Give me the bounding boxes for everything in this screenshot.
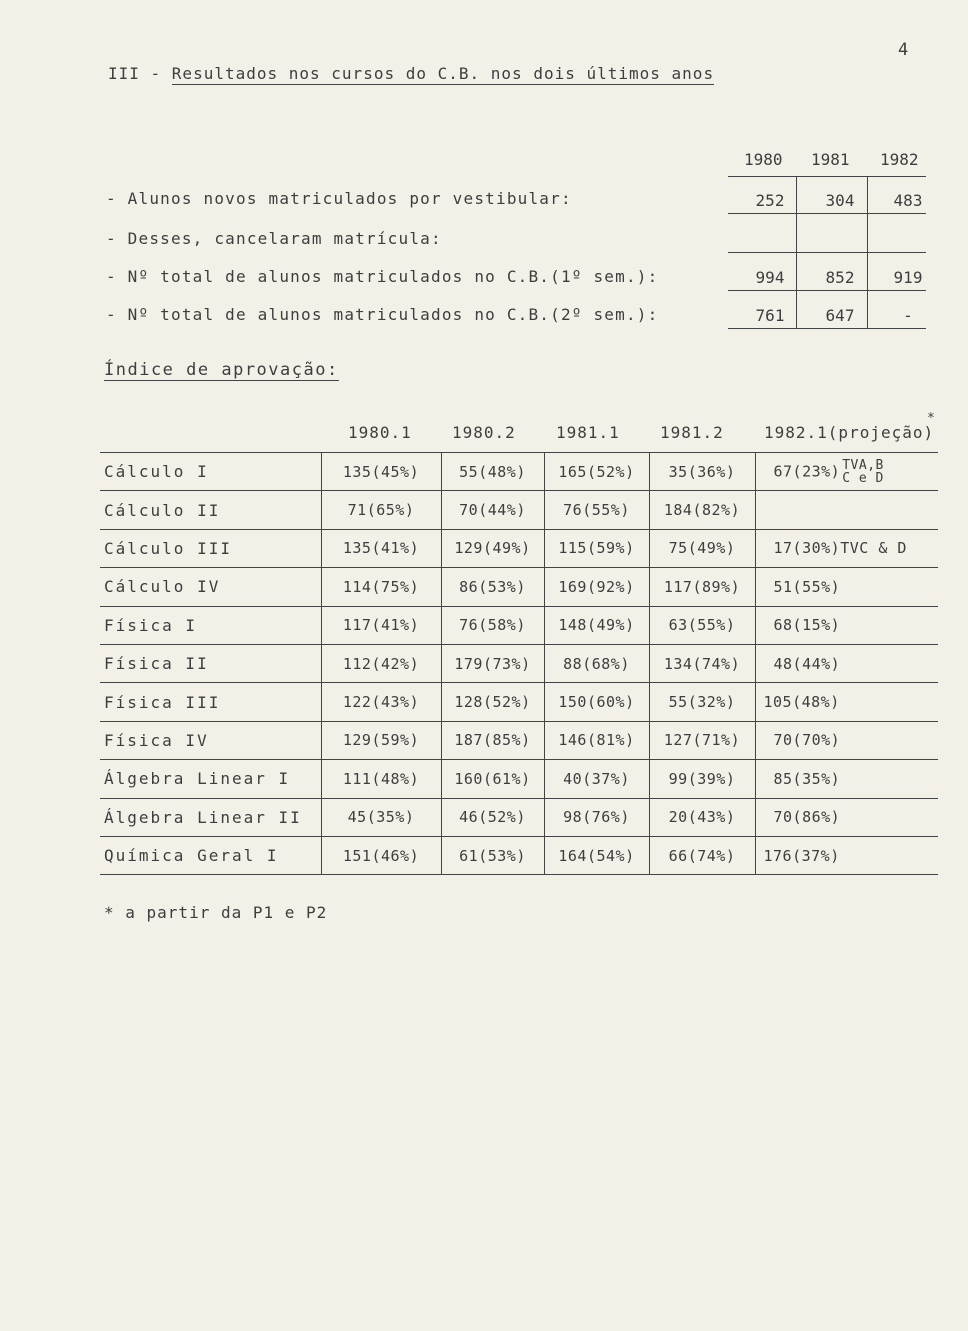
- enroll-row-label: - Nº total de alunos matriculados no C.B.(2º sem.):: [106, 305, 659, 324]
- subject-cell: Química Geral I: [100, 836, 321, 874]
- value-cell: 70(44%): [441, 491, 544, 529]
- projection-cell: 68(15%): [755, 606, 938, 644]
- value-cell: 45(35%): [321, 798, 441, 836]
- value-cell: 46(52%): [441, 798, 544, 836]
- projection-cell: 70(70%): [755, 721, 938, 759]
- value-cell: 151(46%): [321, 836, 441, 874]
- enroll-row-label: - Alunos novos matriculados por vestibular:: [106, 189, 572, 208]
- value-cell: 71(65%): [321, 491, 441, 529]
- subject-cell: Física IV: [100, 721, 321, 759]
- value-cell: 129(59%): [321, 721, 441, 759]
- page-number: 4: [898, 40, 909, 60]
- projection-cell: 67(23%) TVA,B C e D: [755, 453, 938, 491]
- value-cell: 75(49%): [649, 529, 755, 567]
- section-heading: [108, 64, 714, 83]
- projection-cell: 85(35%): [755, 760, 938, 798]
- projection-cell: 105(48%): [755, 683, 938, 721]
- value-cell: 20(43%): [649, 798, 755, 836]
- table-row: [100, 683, 938, 721]
- enroll-cell: 852: [825, 268, 855, 287]
- table-row: [100, 836, 938, 874]
- table-row: [100, 529, 938, 567]
- col-header: 1982.1(projeção): [764, 423, 935, 442]
- approval-table: [100, 452, 938, 875]
- projection-cell: 176(37%): [755, 836, 938, 874]
- value-cell: 164(54%): [544, 836, 649, 874]
- value-cell: 112(42%): [321, 644, 441, 682]
- value-cell: 127(71%): [649, 721, 755, 759]
- projection-cell: [755, 491, 938, 529]
- value-cell: 160(61%): [441, 760, 544, 798]
- enroll-cell: 919: [893, 268, 923, 287]
- subject-cell: Álgebra Linear II: [100, 798, 321, 836]
- value-cell: 115(59%): [544, 529, 649, 567]
- turma-note: TVC & D: [840, 539, 907, 558]
- value-cell: 129(49%): [441, 529, 544, 567]
- value-cell: 165(52%): [544, 453, 649, 491]
- enroll-cell: 647: [825, 306, 855, 325]
- subject-cell: Cálculo IV: [100, 568, 321, 606]
- enroll-cell: 761: [755, 306, 785, 325]
- projection-cell: 51(55%): [755, 568, 938, 606]
- enroll-row-label: - Desses, cancelaram matrícula:: [106, 229, 442, 248]
- value-cell: 169(92%): [544, 568, 649, 606]
- value-cell: 146(81%): [544, 721, 649, 759]
- value-cell: 76(58%): [441, 606, 544, 644]
- value-cell: 63(55%): [649, 606, 755, 644]
- value-cell: 117(41%): [321, 606, 441, 644]
- value-cell: 134(74%): [649, 644, 755, 682]
- enroll-cell: 252: [755, 191, 785, 210]
- subject-cell: Cálculo III: [100, 529, 321, 567]
- col-header: 1981.1: [556, 423, 620, 442]
- table-row: [100, 798, 938, 836]
- value-cell: 55(48%): [441, 453, 544, 491]
- value-cell: 86(53%): [441, 568, 544, 606]
- col-header: 1980.2: [452, 423, 516, 442]
- enroll-row-label: - Nº total de alunos matriculados no C.B.(1º sem.):: [106, 267, 659, 286]
- value-cell: 61(53%): [441, 836, 544, 874]
- subject-cell: Cálculo II: [100, 491, 321, 529]
- value-cell: 135(45%): [321, 453, 441, 491]
- table-row: [100, 491, 938, 529]
- value-cell: 55(32%): [649, 683, 755, 721]
- col-header: 1980.1: [348, 423, 412, 442]
- table-row: [100, 606, 938, 644]
- table-row: [100, 453, 938, 491]
- approval-title: Índice de aprovação:: [104, 360, 339, 380]
- value-cell: 148(49%): [544, 606, 649, 644]
- value-cell: 66(74%): [649, 836, 755, 874]
- turma-note: TVA,B C e D: [842, 457, 884, 486]
- footnote: * a partir da P1 e P2: [104, 903, 328, 922]
- value-cell: 179(73%): [441, 644, 544, 682]
- projection-asterisk: *: [927, 411, 935, 426]
- value-cell: 88(68%): [544, 644, 649, 682]
- enroll-cell: 483: [893, 191, 923, 210]
- enroll-cell: 304: [825, 191, 855, 210]
- value-cell: 150(60%): [544, 683, 649, 721]
- value-cell: 184(82%): [649, 491, 755, 529]
- projection-cell: 48(44%): [755, 644, 938, 682]
- subject-cell: Física I: [100, 606, 321, 644]
- subject-cell: Cálculo I: [100, 453, 321, 491]
- section-heading-title: Resultados nos cursos do C.B. nos dois últimos anos: [171, 64, 715, 83]
- section-heading-prefix: III -: [108, 64, 172, 83]
- subject-cell: Álgebra Linear I: [100, 760, 321, 798]
- enroll-year-1982: 1982: [880, 150, 919, 169]
- enroll-cell: -: [903, 306, 913, 325]
- table-row: [100, 644, 938, 682]
- value-cell: 122(43%): [321, 683, 441, 721]
- value-cell: 35(36%): [649, 453, 755, 491]
- value-cell: 117(89%): [649, 568, 755, 606]
- value-cell: 99(39%): [649, 760, 755, 798]
- value-cell: 187(85%): [441, 721, 544, 759]
- table-row: [100, 568, 938, 606]
- col-header: 1981.2: [660, 423, 724, 442]
- value-cell: 135(41%): [321, 529, 441, 567]
- enroll-year-1980: 1980: [744, 150, 783, 169]
- projection-cell: 70(86%): [755, 798, 938, 836]
- table-row: [100, 760, 938, 798]
- enroll-cell: 994: [755, 268, 785, 287]
- value-cell: 128(52%): [441, 683, 544, 721]
- subject-cell: Física II: [100, 644, 321, 682]
- enroll-year-1981: 1981: [811, 150, 850, 169]
- value-cell: 76(55%): [544, 491, 649, 529]
- value-cell: 114(75%): [321, 568, 441, 606]
- value-cell: 98(76%): [544, 798, 649, 836]
- subject-cell: Física III: [100, 683, 321, 721]
- table-row: [100, 721, 938, 759]
- projection-cell: 17(30%)TVC & D: [755, 529, 938, 567]
- value-cell: 40(37%): [544, 760, 649, 798]
- value-cell: 111(48%): [321, 760, 441, 798]
